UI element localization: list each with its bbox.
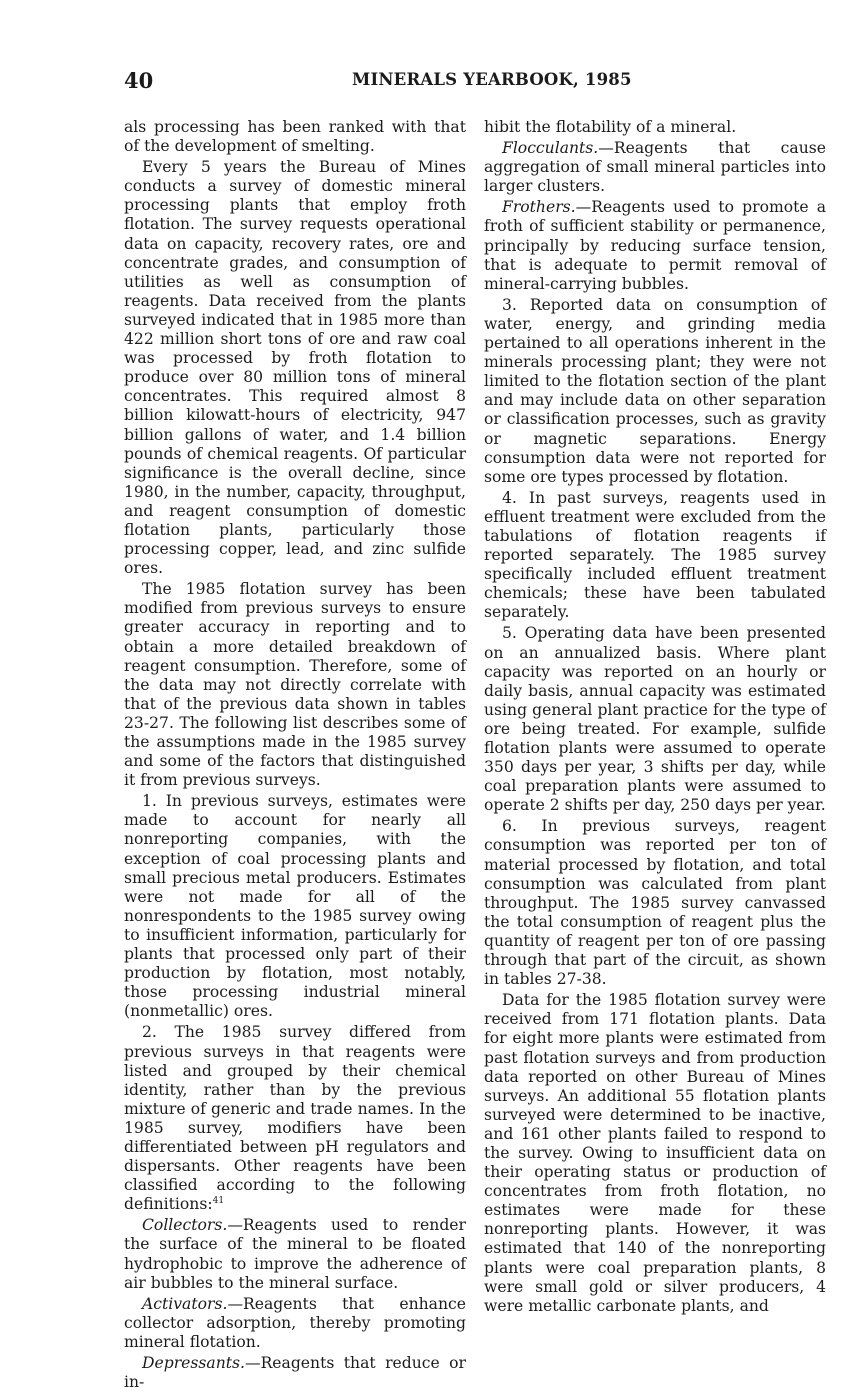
list-item-2-text: 2. The 1985 survey differed from previous surveys in that reagents were listed and grouped by their chemical identity, rather than by the previous mixture of generic and trade names. In the 1985 survey, modifiers have been differentiated between pH regulators and dispersants. Other reagents have been classified according to the following definitions: — [124, 1023, 466, 1214]
paragraph-survey-modified: The 1985 flotation survey has been modified from previous surveys to ensure greater accuracy in reporting and to obtain a more detailed breakdown of reagent consumption. Therefore, some of the data may not directly correlate with that of the previous data shown in tables 23-27. The following list describes some of the assumptions made in the 1985 survey and some of the factors that distinguished it from previous surveys. — [124, 580, 466, 790]
def-frothers: —Reagents used to promote a froth of sufficient stability or permanence, principally by reducing surface tension, that is adequate to permit removal of mineral-carrying bubbles. — [484, 198, 826, 293]
term-depressants: Depressants. — [142, 1354, 245, 1372]
list-item-3: 3. Reported data on consumption of water, energy, and grinding media pertained to all operations inherent in the minerals processing plant; they were not limited to the flotation section of the plant and may include data on other separation or classification processes, such as gravity or magnetic separations. Energy consumption data were not reported for some ore types processed by flotation. — [484, 295, 826, 486]
list-item-6: 6. In previous surveys, reagent consumption was reported per ton of material processed by flotation, and total consumption was calculated from plant throughput. The 1985 survey canvassed the total consumption of reagent plus the quantity of reagent per ton of ore passing through that part of the circuit, as shown in tables 27-38. — [484, 817, 826, 989]
def-collectors: —Reagents used to render the surface of the mineral to be floated hydrophobic to improve the adherence of air bubbles to the mineral surface. — [124, 1216, 466, 1292]
right-column — [484, 118, 826, 1318]
paragraph-continued-right: hibit the flotability of a mineral. — [484, 118, 737, 136]
paragraph-survey-overview: Every 5 years the Bureau of Mines conducts a survey of domestic mineral processing plants that employ froth flotation. The survey requests operational data on capacity, recovery rates, ore and concentrate grades, and consumption of utilities as well as consumption of reagents. Data received from the plants surveyed indicated that in 1985 more than 422 million short tons of ore and raw coal was processed by froth flotation to produce over 80 million tons of mineral concentrates. This required almost 8 billion kilowatt-hours of electricity, 947 billion gallons of water, and 1.4 billion pounds of chemical reagents. Of particular significance is the overall decline, since 1980, in the number, capacity, throughput, and reagent consumption of domestic flotation plants, particularly those processing copper, lead, and zinc sulfide ores. — [124, 158, 466, 578]
footnote-ref: 41 — [212, 1196, 225, 1207]
def-depressants: —Reagents that reduce or in- — [124, 1354, 466, 1392]
definition-frothers — [484, 198, 826, 293]
running-title: MINERALS YEARBOOK, 1985 — [352, 70, 632, 89]
list-item-1: 1. In previous surveys, estimates were made to account for nearly all nonreporting companies, with the exception of coal processing plants and small precious metal producers. Estimates were not made for all of the nonrespondents to the 1985 survey owing to insufficient information, particularly for plants that processed only part of their production by flotation, most notably, those processing industrial mineral (nonmetallic) ores. — [124, 792, 466, 1021]
term-frothers: Frothers. — [502, 198, 576, 217]
list-item-2 — [124, 1023, 466, 1214]
list-item-5: 5. Operating data have been presented on an annualized basis. Where plant capacity was reported on an hourly or daily basis, annual capacity was estimated using general plant practice for the type of ore being treated. For example, sulfide flotation plants were assumed to operate 350 days per year, 3 shifts per day, while coal preparation plants were assumed to operate 2 shifts per day, 250 days per year. — [484, 624, 826, 815]
definition-flocculants — [484, 139, 826, 196]
paragraph-survey-data: Data for the 1985 flotation survey were received from 171 flotation plants. Data for eight more plants were estimated from past flotation surveys and from production data reported on other Bureau of Mines surveys. An additional 55 flotation plants surveyed were determined to be inactive, and 161 other plants failed to respond to the survey. Owing to insufficient data on their operating status or production of concentrates from froth flotation, no estimates were made for these nonreporting plants. However, it was estimated that 140 of the nonreporting plants were coal preparation plants, 8 were small gold or silver producers, 4 were metallic carbonate plants, and — [484, 991, 826, 1315]
definition-collectors — [124, 1216, 466, 1292]
list-item-4: 4. In past surveys, reagents used in effluent treatment were excluded from the tabulations of flotation reagents if reported separately. The 1985 survey specifically included effluent treatment chemicals; these have been tabulated separately. — [484, 488, 826, 622]
def-activators: —Reagents that enhance collector adsorption, thereby promoting mineral flotation. — [124, 1294, 466, 1351]
page-number: 40 — [124, 68, 154, 93]
def-flocculants: —Reagents that cause aggregation of small mineral particles into larger clusters. — [484, 139, 826, 196]
left-column — [124, 118, 466, 1394]
term-flocculants: Flocculants. — [502, 139, 599, 158]
definition-depressants — [124, 1354, 466, 1392]
page-header — [0, 68, 864, 96]
term-activators: Activators. — [142, 1294, 228, 1313]
paragraph-continued: als processing has been ranked with that of the development of smelting. — [124, 118, 466, 156]
definition-activators — [124, 1295, 466, 1352]
term-collectors: Collectors. — [142, 1216, 228, 1235]
